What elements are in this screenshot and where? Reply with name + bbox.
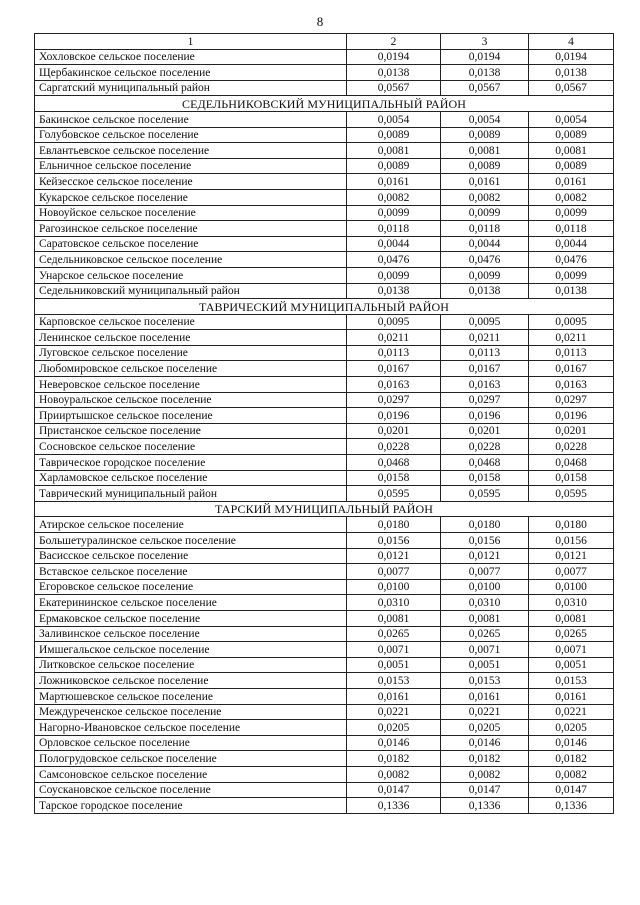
table-row [35,595,614,611]
page-number: 8 [316,14,324,29]
municipality-name: Тарское городское поселение [35,798,347,814]
value-cell-col3: 0,0089 [441,127,529,143]
table-row [35,782,614,798]
value-cell-col3: 0,0196 [441,408,529,424]
value-cell-col4: 0,0054 [529,111,614,127]
table-row [35,330,614,346]
value-cell-col4: 0,0082 [529,766,614,782]
table-row [35,798,614,814]
municipality-name: Таврическое городское поселение [35,455,347,471]
value-cell-col3: 0,0194 [441,49,529,65]
column-header-3: 3 [441,34,529,50]
value-cell-col2: 0,0099 [347,205,441,221]
table-row [35,626,614,642]
value-cell-col4: 0,0211 [529,330,614,346]
municipality-name: Ельничное сельское поселение [35,158,347,174]
municipality-name: Атирское сельское поселение [35,517,347,533]
municipality-name: Хохловское сельское поселение [35,49,347,65]
municipality-name: Екатерининское сельское поселение [35,595,347,611]
value-cell-col2: 0,0071 [347,642,441,658]
table-row [35,439,614,455]
value-cell-col2: 0,0265 [347,626,441,642]
value-cell-col4: 0,0138 [529,65,614,81]
table-row [35,735,614,751]
value-cell-col3: 0,0082 [441,766,529,782]
table-row [35,688,614,704]
value-cell-col3: 0,0180 [441,517,529,533]
municipality-name: Рагозинское сельское поселение [35,221,347,237]
value-cell-col2: 0,0205 [347,720,441,736]
table-row [35,423,614,439]
value-cell-col4: 0,0051 [529,657,614,673]
municipality-name: Литковское сельское поселение [35,657,347,673]
value-cell-col4: 0,0156 [529,533,614,549]
value-cell-col4: 0,0158 [529,470,614,486]
value-cell-col4: 0,0265 [529,626,614,642]
section-heading-row [35,501,614,517]
table-body [35,34,614,814]
municipality-name: Ермаковское сельское поселение [35,610,347,626]
municipality-name: Голубовское сельское поселение [35,127,347,143]
value-cell-col3: 0,0071 [441,642,529,658]
table-row [35,174,614,190]
municipality-name: Харламовское сельское поселение [35,470,347,486]
municipality-name: Неверовское сельское поселение [35,377,347,393]
value-cell-col4: 0,0138 [529,283,614,299]
table-row [35,267,614,283]
value-cell-col2: 0,0161 [347,174,441,190]
table-row [35,470,614,486]
value-cell-col2: 0,0182 [347,751,441,767]
municipality-name: Евлантьевское сельское поселение [35,143,347,159]
value-cell-col4: 0,0163 [529,377,614,393]
municipality-name: Сосновское сельское поселение [35,439,347,455]
value-cell-col2: 0,0161 [347,688,441,704]
value-cell-col2: 0,0051 [347,657,441,673]
value-cell-col3: 0,0476 [441,252,529,268]
table-row [35,252,614,268]
value-cell-col3: 0,0468 [441,455,529,471]
value-cell-col3: 0,0147 [441,782,529,798]
value-cell-col3: 0,0081 [441,610,529,626]
municipality-name: Большетуралинское сельское поселение [35,533,347,549]
table-row [35,158,614,174]
value-cell-col2: 0,0156 [347,533,441,549]
table-row [35,345,614,361]
value-cell-col3: 0,0211 [441,330,529,346]
value-cell-col3: 0,0100 [441,579,529,595]
section-heading: ТАВРИЧЕСКИЙ МУНИЦИПАЛЬНЫЙ РАЙОН [35,299,614,315]
value-cell-col2: 0,0138 [347,283,441,299]
municipality-name: Таврический муниципальный район [35,486,347,502]
value-cell-col2: 0,0196 [347,408,441,424]
value-cell-col2: 0,0099 [347,267,441,283]
municipality-name: Бакинское сельское поселение [35,111,347,127]
municipality-name: Орловское сельское поселение [35,735,347,751]
table-row [35,642,614,658]
value-cell-col4: 0,0099 [529,205,614,221]
municipality-name: Карповское сельское поселение [35,314,347,330]
value-cell-col2: 0,0054 [347,111,441,127]
coefficients-table [34,33,614,814]
value-cell-col2: 0,0167 [347,361,441,377]
value-cell-col4: 0,0089 [529,127,614,143]
value-cell-col3: 0,0310 [441,595,529,611]
municipality-name: Седельниковское сельское поселение [35,252,347,268]
value-cell-col4: 0,0100 [529,579,614,595]
table-row [35,673,614,689]
value-cell-col4: 0,0221 [529,704,614,720]
table-row [35,486,614,502]
value-cell-col3: 0,0163 [441,377,529,393]
value-cell-col3: 0,0161 [441,688,529,704]
value-cell-col2: 0,0476 [347,252,441,268]
municipality-name: Ложниковское сельское поселение [35,673,347,689]
value-cell-col3: 0,0228 [441,439,529,455]
value-cell-col4: 0,0095 [529,314,614,330]
table-row [35,189,614,205]
value-cell-col2: 0,0089 [347,127,441,143]
value-cell-col4: 0,0089 [529,158,614,174]
table-row [35,610,614,626]
value-cell-col2: 0,0194 [347,49,441,65]
value-cell-col4: 0,0180 [529,517,614,533]
municipality-name: Ленинское сельское поселение [35,330,347,346]
value-cell-col3: 0,0113 [441,345,529,361]
section-heading: ТАРСКИЙ МУНИЦИПАЛЬНЫЙ РАЙОН [35,501,614,517]
value-cell-col2: 0,0201 [347,423,441,439]
municipality-name: Прииртышское сельское поселение [35,408,347,424]
value-cell-col3: 0,0146 [441,735,529,751]
table-row [35,720,614,736]
value-cell-col4: 0,0297 [529,392,614,408]
value-cell-col4: 0,0113 [529,345,614,361]
value-cell-col2: 0,0044 [347,236,441,252]
table-row [35,579,614,595]
value-cell-col4: 0,0468 [529,455,614,471]
value-cell-col4: 0,0567 [529,80,614,96]
municipality-name: Междуреченское сельское поселение [35,704,347,720]
value-cell-col3: 0,0221 [441,704,529,720]
value-cell-col2: 0,0468 [347,455,441,471]
value-cell-col3: 0,0201 [441,423,529,439]
value-cell-col2: 0,0113 [347,345,441,361]
value-cell-col3: 0,0595 [441,486,529,502]
value-cell-col3: 0,0077 [441,564,529,580]
value-cell-col2: 0,0095 [347,314,441,330]
municipality-name: Самсоновское сельское поселение [35,766,347,782]
value-cell-col3: 0,0297 [441,392,529,408]
value-cell-col2: 0,1336 [347,798,441,814]
value-cell-col2: 0,0158 [347,470,441,486]
section-heading: СЕДЕЛЬНИКОВСКИЙ МУНИЦИПАЛЬНЫЙ РАЙОН [35,96,614,112]
value-cell-col3: 0,0205 [441,720,529,736]
value-cell-col2: 0,0211 [347,330,441,346]
value-cell-col3: 0,0567 [441,80,529,96]
municipality-name: Саргатский муниципальный район [35,80,347,96]
value-cell-col2: 0,0147 [347,782,441,798]
value-cell-col2: 0,0595 [347,486,441,502]
table-row [35,751,614,767]
section-heading-row [35,96,614,112]
value-cell-col4: 0,0310 [529,595,614,611]
municipality-name: Унарское сельское поселение [35,267,347,283]
value-cell-col4: 0,0201 [529,423,614,439]
value-cell-col3: 0,0161 [441,174,529,190]
value-cell-col4: 0,0153 [529,673,614,689]
value-cell-col4: 0,0161 [529,688,614,704]
value-cell-col2: 0,0221 [347,704,441,720]
table-row [35,517,614,533]
value-cell-col3: 0,0082 [441,189,529,205]
value-cell-col3: 0,0138 [441,283,529,299]
value-cell-col2: 0,0089 [347,158,441,174]
value-cell-col3: 0,0167 [441,361,529,377]
municipality-name: Любомировское сельское поселение [35,361,347,377]
value-cell-col4: 0,0196 [529,408,614,424]
value-cell-col4: 0,0099 [529,267,614,283]
value-cell-col4: 0,0081 [529,143,614,159]
value-cell-col2: 0,0081 [347,143,441,159]
value-cell-col3: 0,0051 [441,657,529,673]
municipality-name: Пристанское сельское поселение [35,423,347,439]
value-cell-col2: 0,0118 [347,221,441,237]
municipality-name: Васисское сельское поселение [35,548,347,564]
table-row [35,65,614,81]
table-row [35,361,614,377]
value-cell-col4: 0,1336 [529,798,614,814]
value-cell-col2: 0,0567 [347,80,441,96]
table-row [35,455,614,471]
table-row [35,80,614,96]
value-cell-col3: 0,0156 [441,533,529,549]
value-cell-col3: 0,0099 [441,267,529,283]
municipality-name: Кейзесское сельское поселение [35,174,347,190]
value-cell-col4: 0,0077 [529,564,614,580]
value-cell-col3: 0,0182 [441,751,529,767]
value-cell-col3: 0,0095 [441,314,529,330]
value-cell-col3: 0,1336 [441,798,529,814]
municipality-name: Новоуральское сельское поселение [35,392,347,408]
table-row [35,283,614,299]
municipality-name: Заливинское сельское поселение [35,626,347,642]
value-cell-col3: 0,0081 [441,143,529,159]
municipality-name: Вставское сельское поселение [35,564,347,580]
value-cell-col3: 0,0158 [441,470,529,486]
value-cell-col2: 0,0228 [347,439,441,455]
value-cell-col3: 0,0118 [441,221,529,237]
table-row [35,408,614,424]
municipality-name: Мартюшевское сельское поселение [35,688,347,704]
value-cell-col4: 0,0182 [529,751,614,767]
value-cell-col2: 0,0153 [347,673,441,689]
municipality-name: Нагорно-Ивановское сельское поселение [35,720,347,736]
value-cell-col2: 0,0180 [347,517,441,533]
municipality-name: Щербакинское сельское поселение [35,65,347,81]
table-row [35,564,614,580]
municipality-name: Саратовское сельское поселение [35,236,347,252]
table-row [35,236,614,252]
municipality-name: Новоуйское сельское поселение [35,205,347,221]
value-cell-col4: 0,0167 [529,361,614,377]
value-cell-col4: 0,0194 [529,49,614,65]
table-header-row [35,34,614,50]
value-cell-col3: 0,0138 [441,65,529,81]
value-cell-col2: 0,0138 [347,65,441,81]
value-cell-col4: 0,0228 [529,439,614,455]
value-cell-col3: 0,0044 [441,236,529,252]
value-cell-col4: 0,0118 [529,221,614,237]
value-cell-col2: 0,0082 [347,766,441,782]
value-cell-col4: 0,0147 [529,782,614,798]
value-cell-col4: 0,0044 [529,236,614,252]
table-row [35,314,614,330]
table-row [35,49,614,65]
value-cell-col4: 0,0476 [529,252,614,268]
value-cell-col3: 0,0089 [441,158,529,174]
value-cell-col4: 0,0205 [529,720,614,736]
municipality-name: Имшегальское сельское поселение [35,642,347,658]
table-row [35,766,614,782]
municipality-name: Соускановское сельское поселение [35,782,347,798]
table-row [35,377,614,393]
value-cell-col3: 0,0121 [441,548,529,564]
value-cell-col3: 0,0054 [441,111,529,127]
municipality-name: Егоровское сельское поселение [35,579,347,595]
table-row [35,221,614,237]
value-cell-col2: 0,0121 [347,548,441,564]
table-row [35,657,614,673]
municipality-name: Пологрудовское сельское поселение [35,751,347,767]
value-cell-col2: 0,0082 [347,189,441,205]
value-cell-col2: 0,0100 [347,579,441,595]
value-cell-col2: 0,0081 [347,610,441,626]
value-cell-col4: 0,0121 [529,548,614,564]
table-row [35,143,614,159]
value-cell-col3: 0,0153 [441,673,529,689]
value-cell-col4: 0,0071 [529,642,614,658]
table-row [35,392,614,408]
table-row [35,127,614,143]
municipality-name: Кукарское сельское поселение [35,189,347,205]
value-cell-col4: 0,0161 [529,174,614,190]
value-cell-col3: 0,0265 [441,626,529,642]
value-cell-col2: 0,0077 [347,564,441,580]
table-row [35,533,614,549]
value-cell-col2: 0,0297 [347,392,441,408]
value-cell-col4: 0,0595 [529,486,614,502]
value-cell-col2: 0,0146 [347,735,441,751]
value-cell-col4: 0,0082 [529,189,614,205]
municipality-name: Седельниковский муниципальный район [35,283,347,299]
column-header-4: 4 [529,34,614,50]
table-row [35,704,614,720]
municipality-name: Луговское сельское поселение [35,345,347,361]
table-row [35,205,614,221]
value-cell-col4: 0,0081 [529,610,614,626]
value-cell-col3: 0,0099 [441,205,529,221]
section-heading-row [35,299,614,315]
value-cell-col2: 0,0163 [347,377,441,393]
table-row [35,548,614,564]
column-header-1: 1 [35,34,347,50]
value-cell-col2: 0,0310 [347,595,441,611]
value-cell-col4: 0,0146 [529,735,614,751]
table-row [35,111,614,127]
column-header-2: 2 [347,34,441,50]
